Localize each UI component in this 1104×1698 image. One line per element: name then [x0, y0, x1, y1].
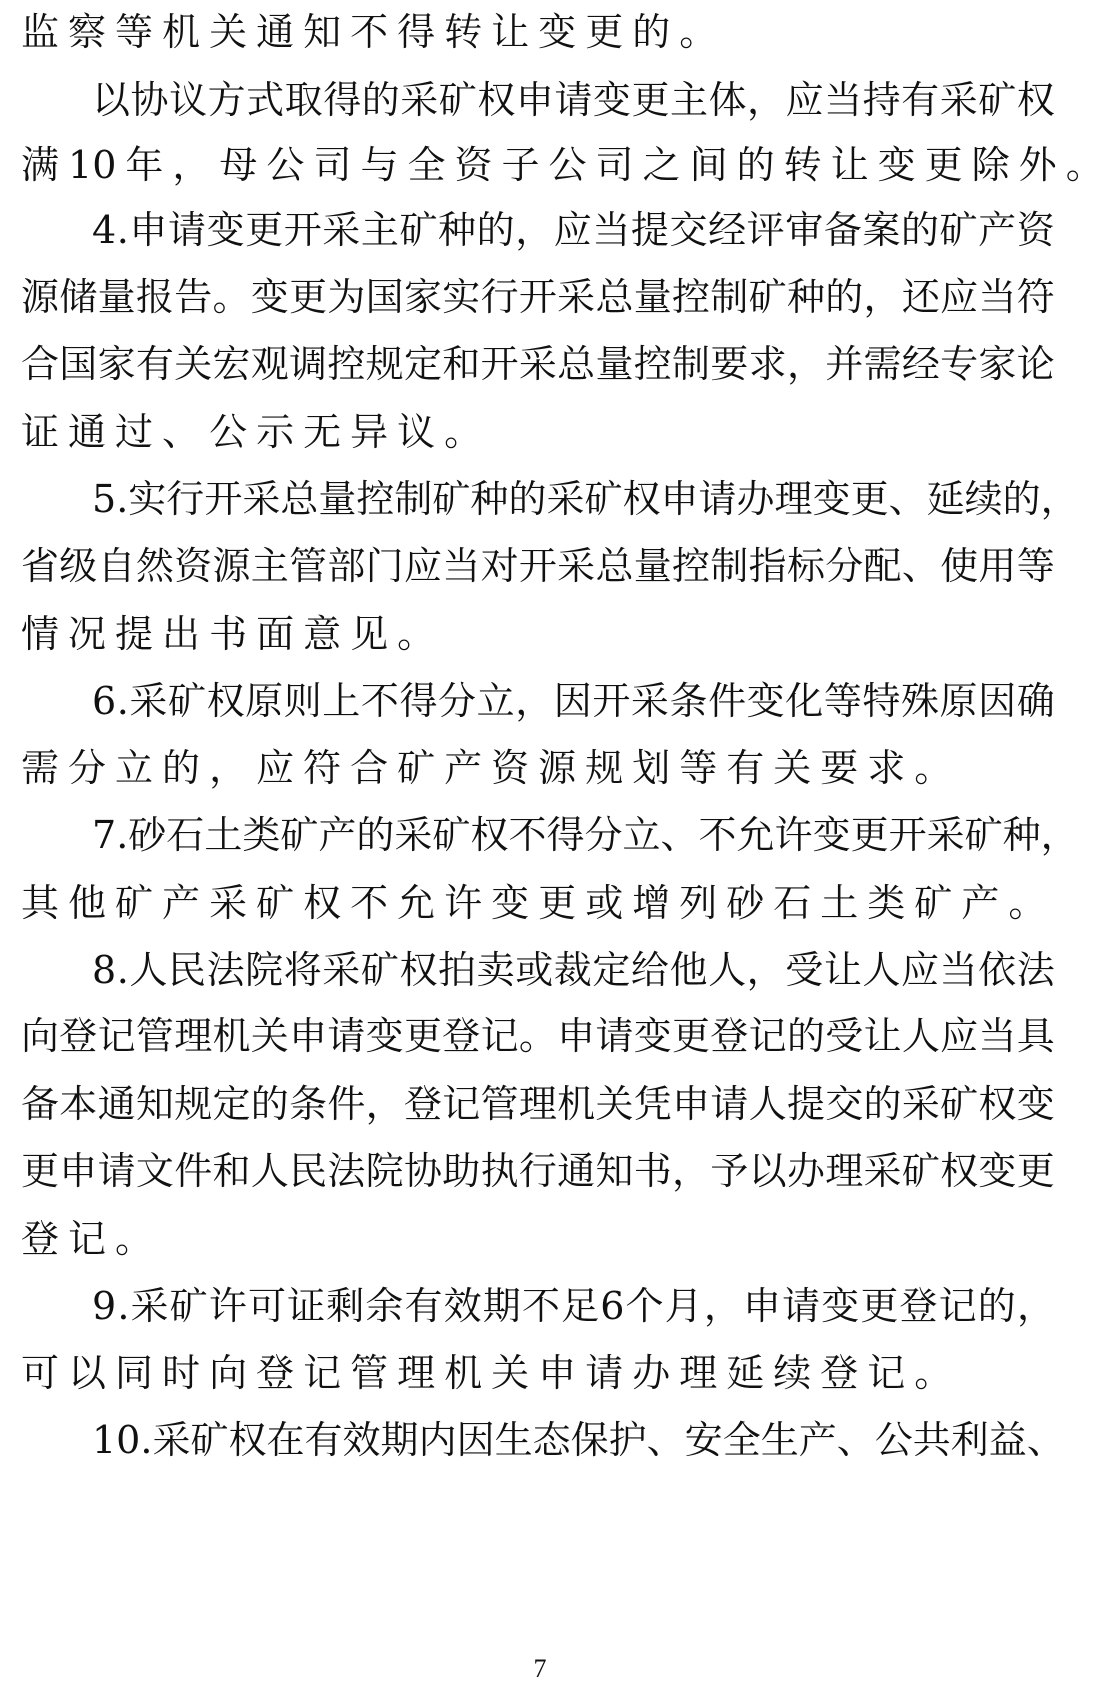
- text-line: 4 . 申 请 变 更 开 采 主 矿 种 的 ， 应 当 提 交 经 评 审 备 案 的 矿 产 资: [92, 208, 1055, 252]
- text-line: 备 本 通 知 规 定 的 条 件 ， 登 记 管 理 机 关 凭 申 请 人 提 交 的 采 矿 权 变: [21, 1082, 1055, 1126]
- text-line: 登 记 。: [21, 1217, 154, 1261]
- text-line: 8 . 人 民 法 院 将 采 矿 权 拍 卖 或 裁 定 给 他 人 ， 受 让 人 应 当 依 法: [92, 948, 1055, 992]
- text-line: 监 察 等 机 关 通 知 不 得 转 让 变 更 的 。: [21, 10, 718, 54]
- text-line: 其 他 矿 产 采 矿 权 不 允 许 变 更 或 增 列 砂 石 土 类 矿 产 。: [21, 881, 1047, 925]
- text-line: 以 协 议 方 式 取 得 的 采 矿 权 申 请 变 更 主 体 ， 应 当 持 有 采 矿 权: [92, 78, 1055, 122]
- text-line: 向 登 记 管 理 机 关 申 请 变 更 登 记 。 申 请 变 更 登 记 的 受 让 人 应 当 具: [21, 1014, 1055, 1058]
- text-line: 需 分 立 的 ， 应 符 合 矿 产 资 源 规 划 等 有 关 要 求 。: [21, 746, 953, 790]
- text-line: 更 申 请 文 件 和 人 民 法 院 协 助 执 行 通 知 书 ， 予 以 办 理 采 矿 权 变 更: [21, 1149, 1055, 1193]
- text-line: 证 通 过 、 公 示 无 异 议 。: [21, 410, 483, 454]
- text-line: 满 10 年 ， 母 公 司 与 全 资 子 公 司 之 间 的 转 让 变 更 除 外 。: [21, 143, 1104, 187]
- text-line: 5 . 实 行 开 采 总 量 控 制 矿 种 的 采 矿 权 申 请 办 理 变 更 、 延 续 的 ，: [92, 477, 1079, 521]
- text-line: 情 况 提 出 书 面 意 见 。: [21, 612, 436, 656]
- text-line: 源 储 量 报 告 。 变 更 为 国 家 实 行 开 采 总 量 控 制 矿 种 的 ， 还 应 当 符: [21, 275, 1055, 319]
- text-line: 可 以 同 时 向 登 记 管 理 机 关 申 请 办 理 延 续 登 记 。: [21, 1351, 953, 1395]
- text-line: 9 . 采 矿 许 可 证 剩 余 有 效 期 不 足 6 个 月 ， 申 请 变 更 登 记 的 ，: [92, 1284, 1055, 1328]
- text-line: 6 . 采 矿 权 原 则 上 不 得 分 立 ， 因 开 采 条 件 变 化 等 特 殊 原 因 确: [92, 679, 1055, 723]
- text-line: 7 . 砂 石 土 类 矿 产 的 采 矿 权 不 得 分 立 、 不 允 许 变 更 开 采 矿 种 ，: [92, 813, 1079, 857]
- text-line: 省 级 自 然 资 源 主 管 部 门 应 当 对 开 采 总 量 控 制 指 标 分 配 、 使 用 等: [21, 544, 1055, 588]
- text-line: 合 国 家 有 关 宏 观 调 控 规 定 和 开 采 总 量 控 制 要 求 ， 并 需 经 专 家 论: [21, 342, 1055, 386]
- page-number: 7: [533, 1654, 547, 1683]
- text-line: 10 . 采 矿 权 在 有 效 期 内 因 生 态 保 护 、 安 全 生 产 、 公 共 利 益 、: [92, 1418, 1065, 1462]
